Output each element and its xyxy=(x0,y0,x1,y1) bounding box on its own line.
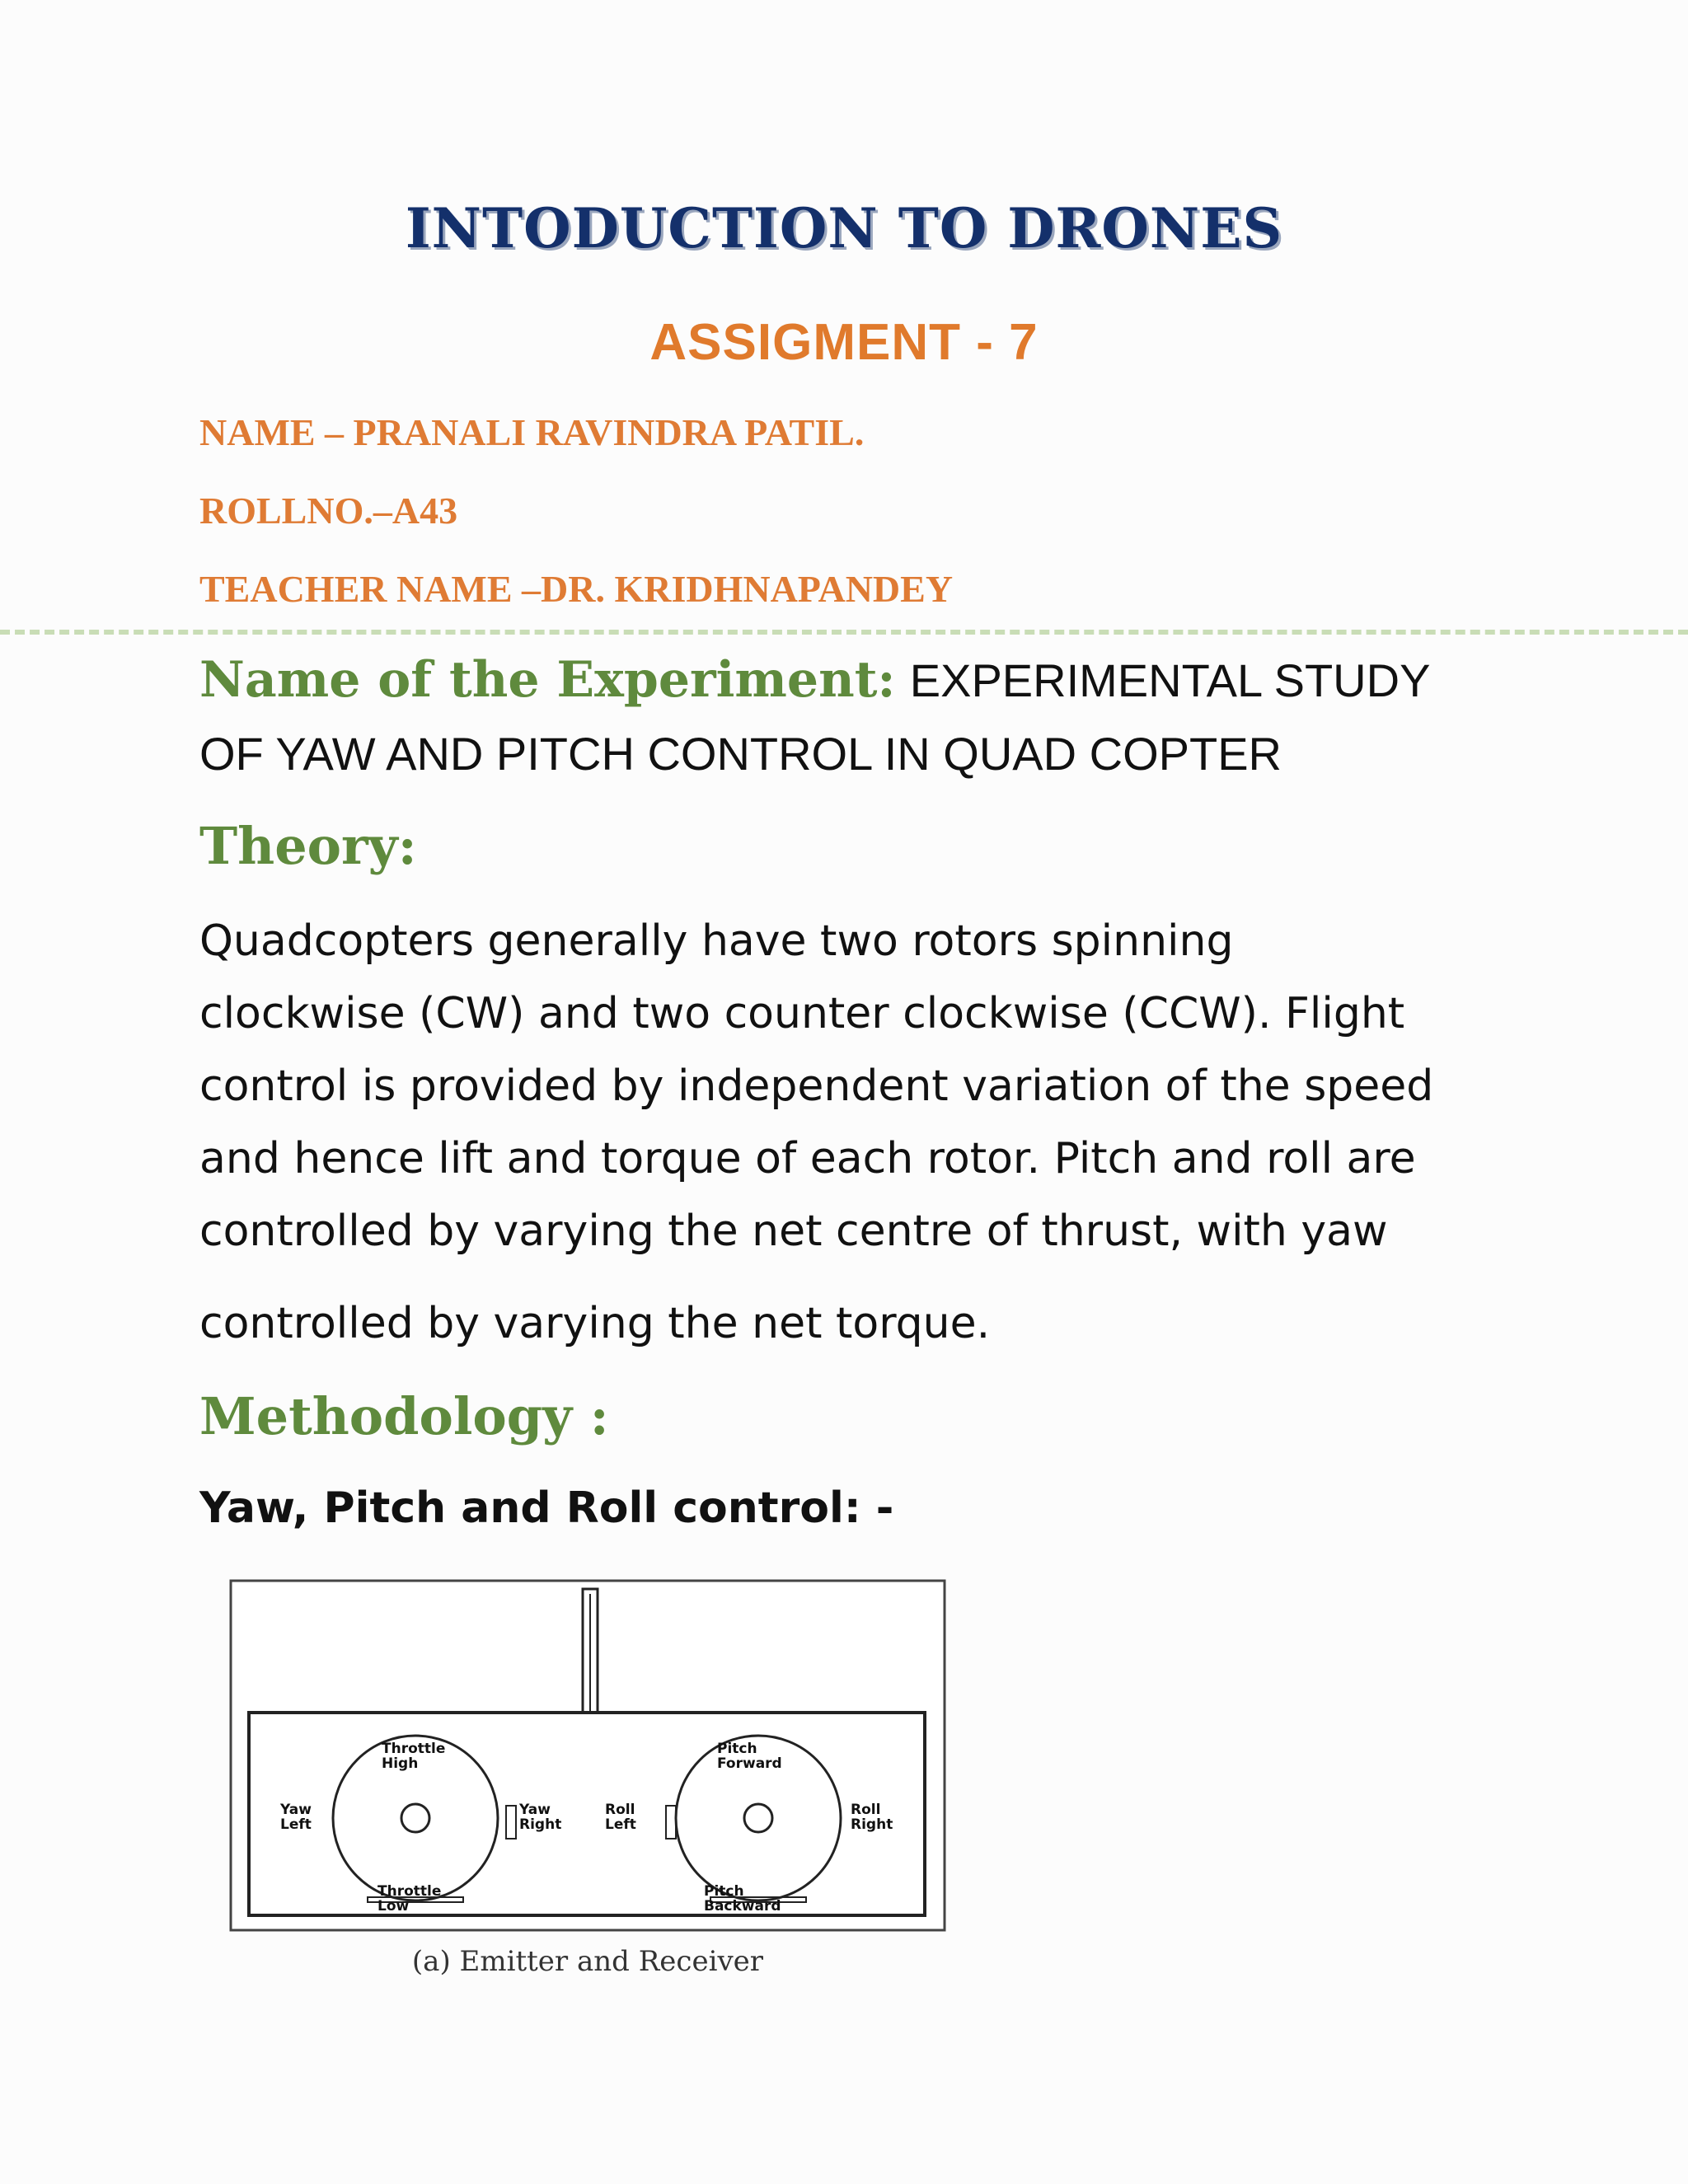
label-roll-right-2: Right xyxy=(851,1816,893,1833)
theory-heading: Theory: xyxy=(199,816,417,876)
teacher-name: TEACHER NAME –DR. KRIDHNAPANDEY xyxy=(199,568,954,610)
student-name: NAME – PRANALI RAVINDRA PATIL. xyxy=(199,411,865,453)
label-yaw-left-1: Yaw xyxy=(280,1802,312,1818)
label-roll-left-1: Roll xyxy=(605,1802,635,1818)
dashed-divider xyxy=(0,630,1688,635)
document-title: INTODUCTION TO DRONES xyxy=(405,196,1283,260)
label-throttle-low-1: Throttle xyxy=(377,1883,442,1900)
emitter-receiver-figure xyxy=(229,1579,946,1933)
label-pitch-forward-2: Forward xyxy=(717,1755,782,1772)
theory-line: control is provided by independent variation of the speed xyxy=(199,1062,1434,1111)
experiment-title-line-2 xyxy=(199,727,1282,780)
label-yaw-left-2: Left xyxy=(280,1816,312,1833)
label-throttle-high-2: High xyxy=(382,1755,419,1772)
experiment-label: Name of the Experiment: xyxy=(199,651,896,709)
label-yaw-right-1: Yaw xyxy=(519,1802,551,1818)
control-subheading: Yaw, Pitch and Roll control: - xyxy=(199,1483,894,1533)
theory-line: and hence lift and torque of each rotor. Pitch and roll are xyxy=(199,1134,1416,1183)
label-pitch-forward-1: Pitch xyxy=(717,1741,757,1757)
label-throttle-low-2: Low xyxy=(377,1898,410,1915)
theory-line: clockwise (CW) and two counter clockwise (CCW). Flight xyxy=(199,989,1405,1038)
theory-paragraph xyxy=(199,905,1518,1268)
theory-line: controlled by varying the net centre of thrust, with yaw xyxy=(199,1207,1388,1256)
experiment-value-2: OF YAW AND PITCH CONTROL IN QUAD COPTER xyxy=(199,728,1282,780)
label-roll-right-1: Roll xyxy=(851,1802,881,1818)
roll-number: ROLLNO.–A43 xyxy=(199,490,458,532)
label-yaw-right-2: Right xyxy=(519,1816,562,1833)
experiment-title-line-1 xyxy=(199,651,1430,709)
assignment-subtitle: ASSIGMENT - 7 xyxy=(649,314,1039,371)
methodology-heading: Methodology : xyxy=(199,1386,609,1446)
theory-line: Quadcopters generally have two rotors spinning xyxy=(199,916,1234,966)
label-throttle-high-1: Throttle xyxy=(382,1741,446,1757)
label-pitch-backward-2: Backward xyxy=(704,1898,781,1915)
theory-last-line: controlled by varying the net torque. xyxy=(199,1299,991,1348)
label-pitch-backward-1: Pitch xyxy=(704,1883,744,1900)
figure-caption: (a) Emitter and Receiver xyxy=(411,1945,764,1978)
experiment-value-1: EXPERIMENTAL STUDY xyxy=(909,654,1431,706)
label-roll-left-2: Left xyxy=(605,1816,636,1833)
